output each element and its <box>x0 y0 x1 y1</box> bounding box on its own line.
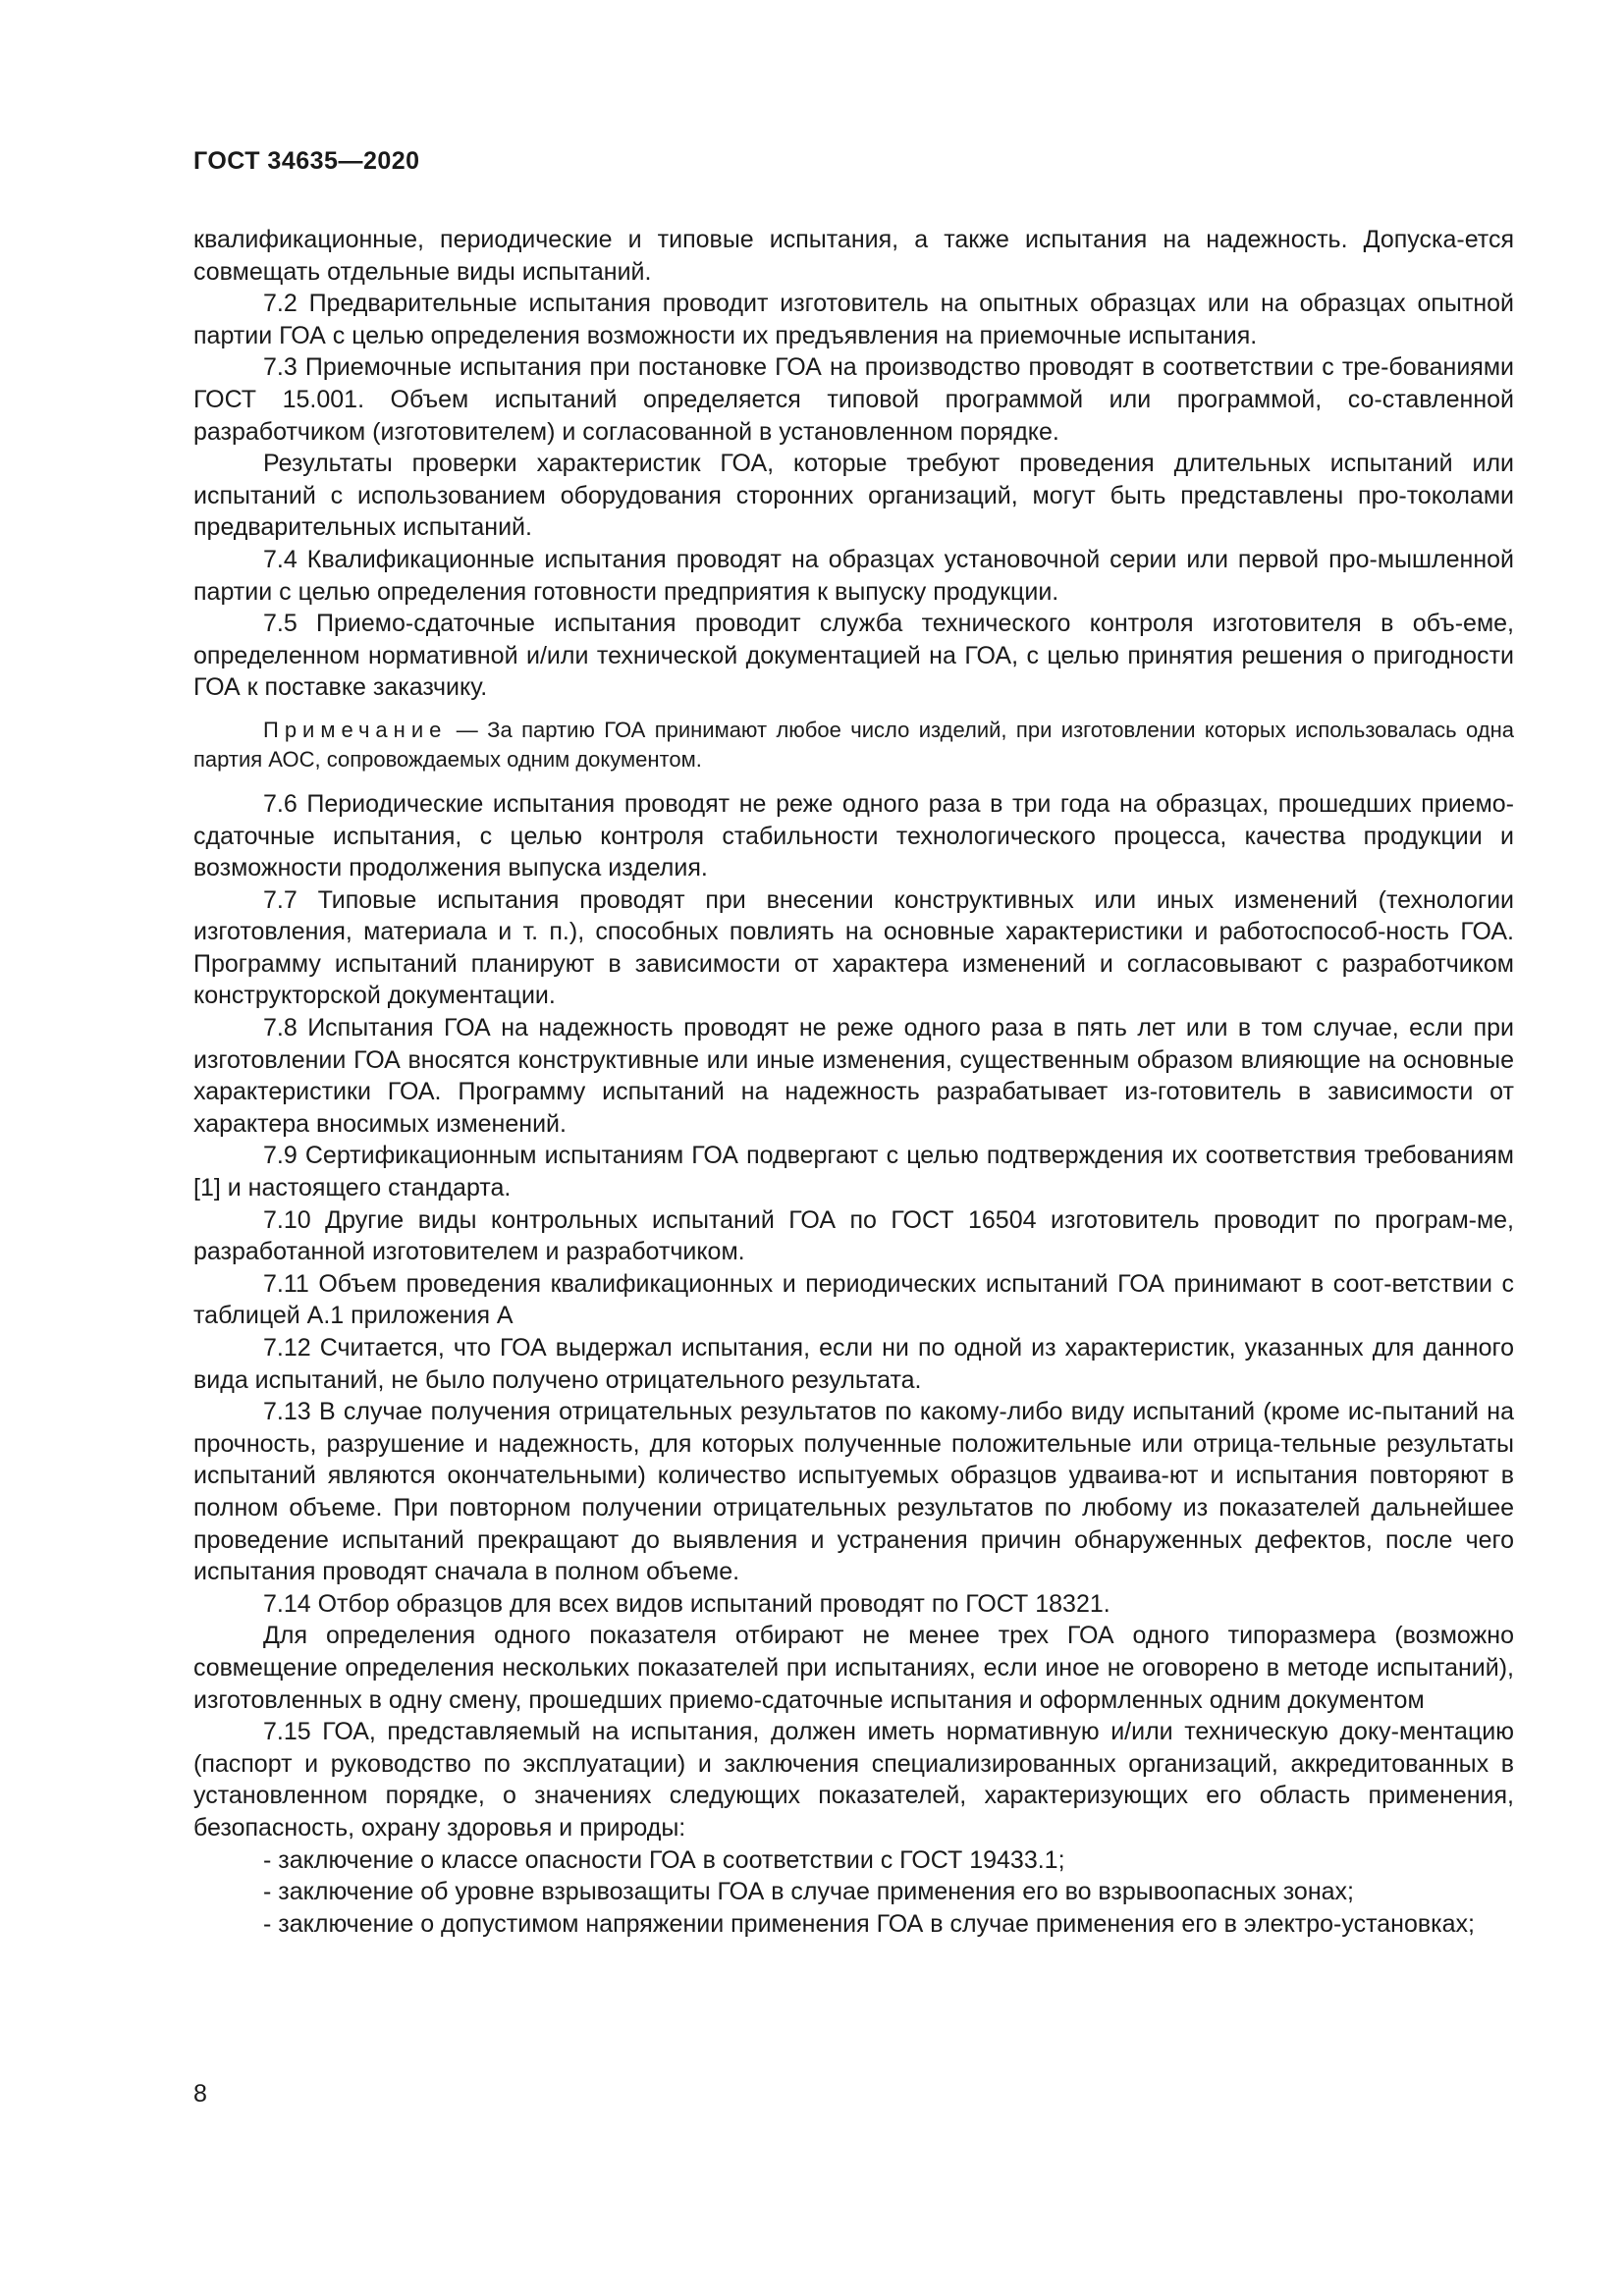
paragraph-7-9: 7.9 Сертификационным испытаниям ГОА подвергают с целью подтверждения их соответствия требованиям [1] и настоящего стандарта. <box>193 1142 1514 1202</box>
paragraph-continuation: квалификационные, периодические и типовые испытания, а также испытания на надежность. Допуска-ется совмещать отдельные виды испытаний. <box>193 226 1514 286</box>
paragraph-7-3-results: Результаты проверки характеристик ГОА, которые требуют проведения длительных испытаний или испытаний с использованием оборудования сторонних организаций, могут быть представлены про-токолами предварительных испытаний. <box>193 450 1514 542</box>
paragraph-7-13: 7.13 В случае получения отрицательных результатов по какому-либо виду испытаний (кроме ис-пытаний на прочность, разрушение и надежность, для которых полученные положительные или отрица-тельные результаты испытаний являются окончательными) количество испытуемых образцов удваива-ют и испытания повторяют в полном объеме. При повторном получении отрицательных результатов по любому из показателей дальнейшее проведение испытаний прекращают до выявления и устранения причин обнаруженных дефектов, после чего испытания проводят сначала в полном объеме. <box>193 1398 1514 1586</box>
paragraph-7-11: 7.11 Объем проведения квалификационных и периодических испытаний ГОА принимают в соот-ветствии с таблицей А.1 приложения А <box>193 1269 1514 1330</box>
list-item: - заключение о допустимом напряжении применения ГОА в случае применения его в электро-установках; <box>263 1909 1475 1938</box>
note <box>193 716 1514 774</box>
page-number: 8 <box>193 2080 207 2108</box>
paragraph-7-5: 7.5 Приемо-сдаточные испытания проводит служба технического контроля изготовителя в объ-еме, определенном нормативной и/или технической документацией на ГОА, с целью принятия решения о пригодности ГОА к поставке заказчику. <box>193 610 1514 702</box>
paragraph-7-15: 7.15 ГОА, представляемый на испытания, должен иметь нормативную и/или техническую доку-ментацию (паспорт и руководство по эксплуатации) и заключения специализированных организаций, аккредитованных в установленном порядке, о значениях следующих показателей, характеризующих его область применения, безопасность, охрану здоровья и природы: <box>193 1718 1514 1842</box>
paragraph-7-12: 7.12 Считается, что ГОА выдержал испытания, если ни по одной из характеристик, указанных для данного вида испытаний, не было получено отрицательного результата. <box>193 1334 1514 1394</box>
note-text: — За партию ГОА принимают любое число изделий, при изготовлении которых использовалась одна партия АОС, сопровождаемых одним документом. <box>193 717 1514 772</box>
paragraph-7-7: 7.7 Типовые испытания проводят при внесении конструктивных или иных изменений (технологии изготовления, материала и т. п.), способных повлиять на основные характеристики и работоспособ-ность ГОА. Программу испытаний планируют в зависимости от характера изменений и согласовывают с разработчиком конструкторской документации. <box>193 885 1514 1010</box>
paragraph-7-14: 7.14 Отбор образцов для всех видов испытаний проводят по ГОСТ 18321. <box>263 1589 1110 1618</box>
paragraph-7-2: 7.2 Предварительные испытания проводит изготовитель на опытных образцах или на образцах опытной партии ГОА с целью определения возможности их предъявления на приемочные испытания. <box>193 290 1514 349</box>
paragraph-7-3: 7.3 Приемочные испытания при постановке ГОА на производство проводят в соответствии с тре-бованиями ГОСТ 15.001. Объем испытаний определяется типовой программой или программой, со-ставленной разработчиком (изготовителем) и согласованной в установленном порядке. <box>193 353 1514 446</box>
paragraph-7-14-sampling: Для определения одного показателя отбирают не менее трех ГОА одного типоразмера (возможно совмещение определения нескольких показателей при испытаниях, если иное не оговорено в методе испытаний), изготовленных в одну смену, прошедших приемо-сдаточные испытания и оформленных одним документом <box>193 1622 1514 1714</box>
paragraph-7-4: 7.4 Квалификационные испытания проводят на образцах установочной серии или первой про-мышленной партии с целью определения готовности предприятия к выпуску продукции. <box>193 545 1514 606</box>
paragraph-7-6: 7.6 Периодические испытания проводят не реже одного раза в три года на образцах, прошедших приемо-сдаточные испытания, с целью контроля стабильности технологического процесса, качества продукции и возможности продолжения выпуска изделия. <box>193 789 1514 882</box>
document-body <box>193 224 1514 1940</box>
document-header: ГОСТ 34635—2020 <box>193 147 420 175</box>
list-item: - заключение о классе опасности ГОА в соответствии с ГОСТ 19433.1; <box>263 1845 1065 1874</box>
paragraph-7-8: 7.8 Испытания ГОА на надежность проводят не реже одного раза в пять лет или в том случае, если при изготовлении ГОА вносятся конструктивные или иные изменения, существенным образом влияющие на основные характеристики ГОА. Программу испытаний на надежность разрабатывает из-готовитель в зависимости от характера вносимых изменений. <box>193 1014 1514 1138</box>
list-item: - заключение об уровне взрывозащиты ГОА в случае применения его во взрывоопасных зонах; <box>263 1878 1354 1906</box>
paragraph-7-10: 7.10 Другие виды контрольных испытаний ГОА по ГОСТ 16504 изготовитель проводит по програм-ме, разработанной изготовителем и разработчиком. <box>193 1205 1514 1266</box>
note-label: Примечание <box>263 717 448 742</box>
